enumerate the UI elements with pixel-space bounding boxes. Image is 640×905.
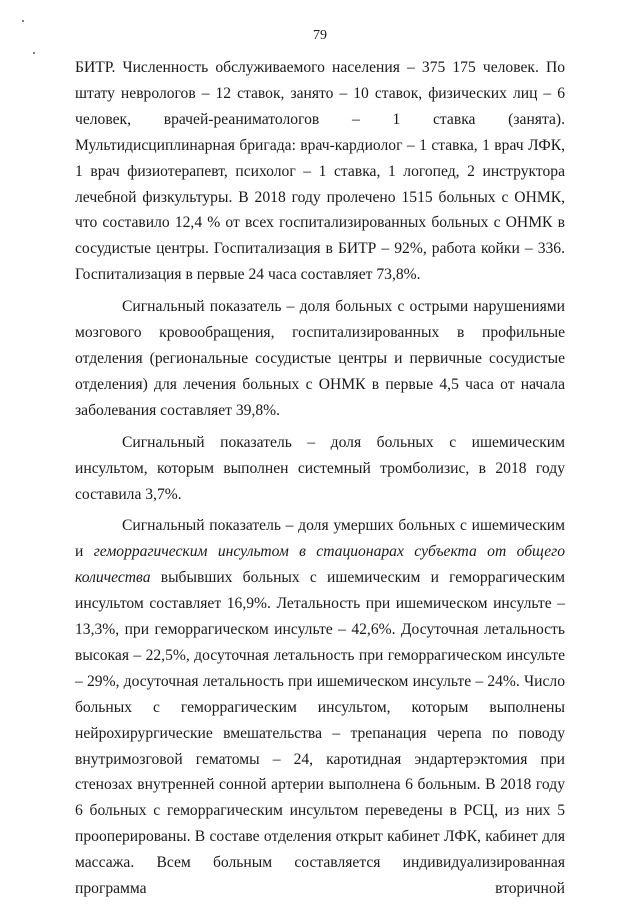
page-number: 79 — [313, 28, 327, 43]
paragraph-text-part: Сигнальный показатель – доля умерших больных с ишемическим и — [75, 517, 565, 561]
scan-speck — [33, 52, 35, 54]
paragraph-continuation: БИТР. Численность обслуживаемого населения – 375 175 человек. По штату неврологов – 12 ставок, занято – 10 ставок, физических лиц – 6 человек, врачей-реаниматологов – 1 ставка (занята). Мультидисциплинарная бригада: врач-кардиолог – 1 ставка, 1 врач ЛФК, 1 врач физиотерапевт, психолог – 1 ставка, 1 логопед, 2 инструктора лечебной физкультуры. В 2018 году пролечено 1515 больных с ОНМК, что составило 12,4 % от всех госпитализированных больных с ОНМК в сосудистые центры. Госпитализация в БИТР – 92%, работа койки – 336. Госпитализация в первые 24 часа составляет 73,8%. — [75, 59, 565, 284]
paragraph-signal-indicator-mortality — [75, 513, 565, 902]
paragraph-italic-part: геморрагическим инсультом в стационарах субъекта от общего количества — [75, 543, 565, 587]
paragraph-signal-indicator-thrombolysis: Сигнальный показатель – доля больных с ишемическим инсультом, которым выполнен системный тромболизис, в 2018 году составила 3,7%. — [75, 433, 565, 503]
paragraph-signal-indicator-onmk: Сигнальный показатель – доля больных с острыми нарушениями мозгового кровообращения, госпитализированных в профильные отделения (региональные сосудистые центры и первичные сосудистые отделения) для лечения больных с ОНМК в первые 4,5 часа от начала заболевания составляет 39,8%. — [75, 298, 565, 419]
scan-speck — [22, 20, 24, 22]
paragraph-text-part: выбывших больных с ишемическим и геморрагическим инсультом составляет 16,9%. Летальность при ишемическом инсульте – 13,3%, при геморрагическом инсульте – 42,6%. Досуточная летальность высокая – 22,5%, досуточная летальность при геморрагическом инсульте – 29%, досуточная летальность при ишемическом инсульте – 24%. Число больных с геморрагическим инсультом, которым выполнены нейрохирургические вмешательства – трепанация черепа по поводу внутримозговой гематомы – 24, каротидная эндартерэктомия при стенозах внутренней сонной артерии выполнена 6 больным. В 2018 году 6 больных с геморрагическим инсультом переведены в РСЦ, из них 5 прооперированы. В составе отделения открыт кабинет ЛФК, кабинет для массажа. Всем больным составляется индивидуализированная программа вторичной — [75, 569, 565, 898]
body-text — [75, 55, 565, 902]
